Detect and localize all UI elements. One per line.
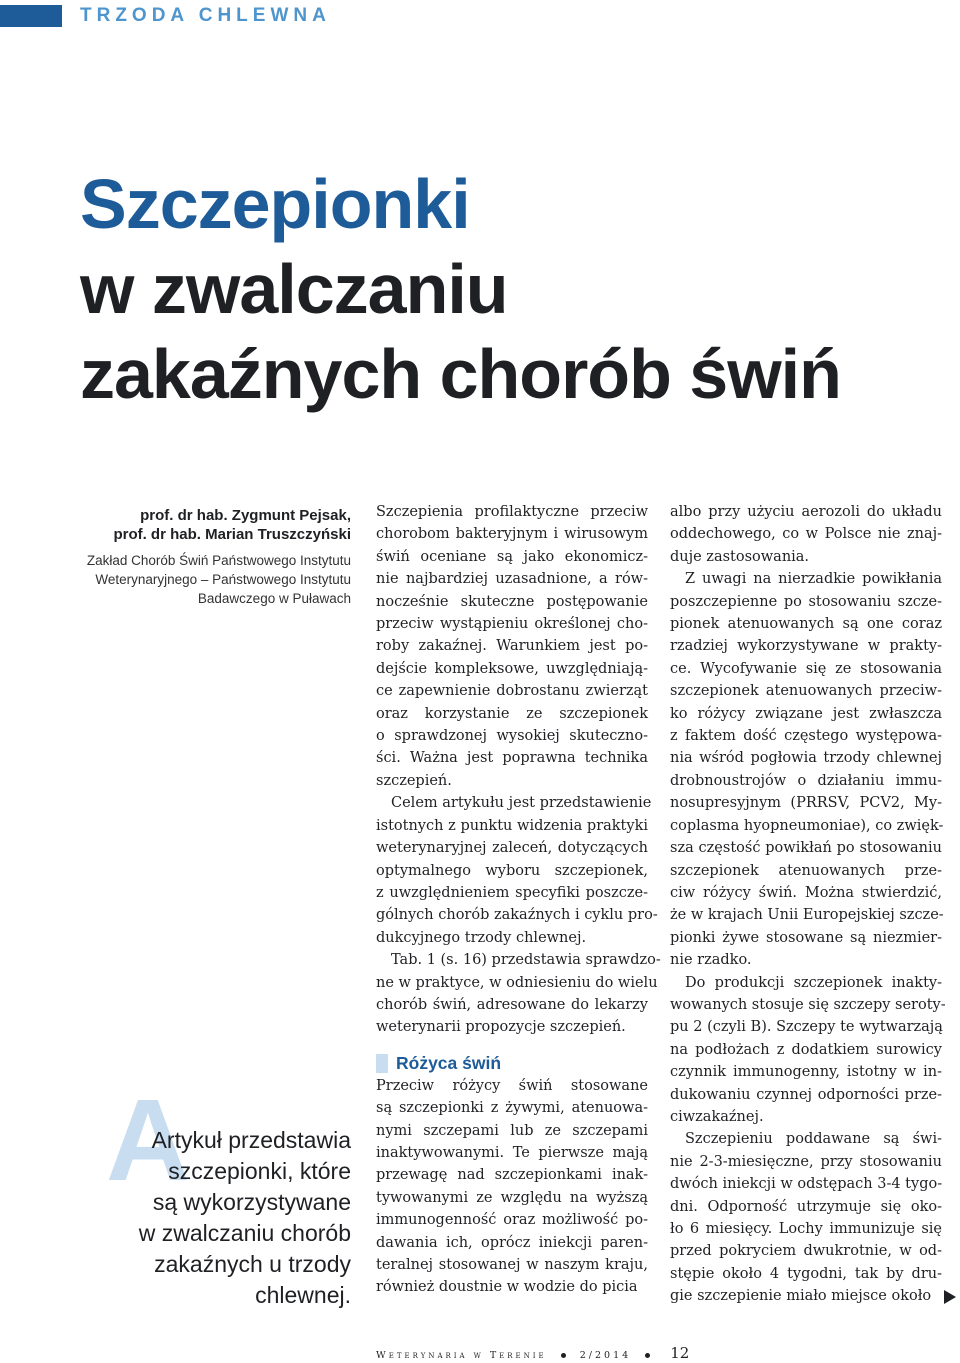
page-footer [376,1344,689,1362]
text-line: ści. Ważna jest poprawna technika [376,750,648,767]
text-column-1 [376,501,661,1299]
text-line: Celem artykułu jest przedstawienie [391,795,652,812]
text-line: czynnik immunogenny, istotny w in- [670,1064,942,1081]
lead-line: chlewnej. [255,1282,351,1308]
title-line-1: Szczepionki [80,165,470,243]
text-line: nia wśród pogłowia trzody chlewnej [670,750,942,767]
text-line: są szczepionki z żywymi, atenuowa- [376,1100,648,1117]
article-title [80,162,841,417]
page-number: 12 [670,1344,690,1362]
text-line: weterynarii propozycje szczepień. [376,1019,626,1036]
paragraph [376,949,661,1039]
affiliation-line: Badawczego w Puławach [197,591,351,606]
text-line: chorobom bakteryjnym i wirusowym [376,526,648,543]
text-line: ciwzakaźnej. [670,1108,764,1125]
paragraph [670,972,946,1129]
text-line: ko różycy związane jest zwłaszcza [670,705,942,722]
text-line: na podłożach z dodatkiem surowicy [670,1041,942,1058]
text-line: chorób świń, adresowane do lekarzy [376,996,648,1013]
text-line: gie szczepienie miało miejsce około [670,1288,932,1305]
text-line: rzadziej wykorzystywane w prakty- [670,638,942,655]
text-line: roby zakaźnej. Warunkiem jest po- [376,638,648,655]
section-heading: Różyca świń [376,1052,648,1075]
section-color-bar [0,5,62,27]
text-line: immunogenność oraz możliwość po- [376,1212,648,1229]
affiliation-line: Weterynaryjnego – Państwowego Instytutu [95,572,351,587]
issue-number: 2/2014 [579,1350,632,1361]
text-line: nosupresyjnym (PRRSV, PCV2, My- [670,795,942,812]
text-line: że w krajach Unii Europejskiej szcze- [670,907,944,924]
lead-line: w zwalczaniu chorób [138,1220,351,1246]
text-line: nymi szczepami lub ze szczepami [376,1122,648,1139]
separator-dot [561,1353,566,1358]
text-line: optymalnego wyboru szczepionek, [376,862,648,879]
text-line: ciw różycy świń. Można stwierdzić, [670,884,942,901]
text-line: świń oceniane są jako ekonomicz- [376,548,648,565]
text-line: weterynaryjnej zaleceń, dotyczących [376,840,648,857]
text-line: Szczepienia profilaktyczne przeciw [376,504,648,520]
text-line: tywowanymi ze względu na wyższą [376,1189,648,1206]
text-line: z uwzględnieniem specyfiki poszcze- [376,884,648,901]
text-line: przed pokryciem dwukrotnie, w od- [670,1243,942,1260]
text-line: z faktem dość częstego występowa- [670,728,942,745]
text-line: wowanych stosuje się szczepy seroty- [670,996,946,1013]
text-line: gólnych chorób zakaźnych i cyklu pro- [376,907,658,924]
text-line: szczepień. [376,772,452,789]
paragraph [376,1075,648,1299]
text-line: nie 2-3-miesięczne, przy stosowaniu [670,1153,942,1170]
text-line: drobnoustrojów o działaniu immu- [670,772,942,789]
text-line: dawania ich, oprócz iniekcji paren- [376,1234,648,1251]
text-column-2 [670,501,946,1308]
lead-line: zakaźnych u trzody [154,1251,351,1277]
text-line: ne w praktyce, w odniesieniu do wielu [376,974,658,991]
section-label: TRZODA CHLEWNA [80,5,331,26]
text-line: Szczepieniu poddawane są świ- [685,1131,942,1148]
text-line: duje zastosowania. [670,548,810,565]
paragraph [670,568,942,971]
paragraph [376,501,648,792]
text-line: inaktywowanymi. Te pierwsze mają [376,1144,648,1161]
text-line: teralnej stosowanej w naszym kraju, [376,1257,648,1273]
lead-line: szczepionki, które [168,1158,351,1184]
text-line: stępie około 4 tygodni, tak by dru- [670,1265,942,1282]
text-line: dukcyjnego trzody chlewnej. [376,929,587,946]
text-line: albo przy użyciu aerozoli do układu [670,504,942,520]
text-line: poszczepienne po stosowaniu szcze- [670,593,942,610]
text-line: coplasma hyopneumoniae), co zwięk- [670,817,944,834]
text-line: również doustnie w wodzie do picia [376,1279,638,1296]
text-line: o sprawdzonej wysokiej skuteczno- [376,728,648,745]
lead-dropcap: A [106,1075,190,1205]
affiliation-line: Zakład Chorób Świń Państwowego Instytutu [86,553,351,568]
lead-line: Artykuł przedstawia [151,1127,351,1153]
text-line: nocześnie skuteczne postępowanie [376,593,648,610]
text-line: przewagę nad szczepionkami inak- [376,1167,648,1184]
text-line: pionek atenuowanych są one coraz [670,616,942,633]
text-line: sza częstość powikłań po stosowaniu [670,840,942,857]
affiliation [31,551,351,608]
text-line: Z uwagi na nierzadkie powikłania [685,571,942,588]
title-line-2: w zwalczaniu [80,250,508,328]
text-line: szczepionek atenuowanych prze- [670,862,942,879]
author-1: prof. dr hab. Zygmunt Pejsak, [140,507,351,524]
paragraph [376,792,658,949]
continue-arrow-icon [944,1290,956,1304]
text-line: oddechowego, co w Polsce nie znaj- [670,526,942,543]
journal-name: Weterynaria w Terenie [376,1350,547,1361]
text-line: dwóch iniekcji w odstępach 3-4 tygo- [670,1176,943,1193]
author-2: prof. dr hab. Marian Truszczyński [113,526,351,543]
text-line: nie rzadko. [670,952,752,969]
text-line: pu 2 (czyli B). Szczepy te wytwarzają [670,1019,943,1036]
separator-dot [645,1353,650,1358]
paragraph [670,501,942,568]
text-line: istotnych z punktu widzenia praktyki [376,817,648,834]
paragraph [670,1128,942,1307]
text-line: Przeciw różycy świń stosowane [376,1077,648,1094]
text-line: dni. Odporność utrzymuje się oko- [670,1198,942,1215]
authors [51,506,351,544]
text-line: ce zapewnienie dobrostanu zwierząt [376,683,648,700]
text-line: pionki żywe stosowane są niezmier- [670,929,942,946]
text-line: dejście kompleksowe, uwzględniają- [376,660,648,677]
text-line: dukowaniu czynnej odporności prze- [670,1086,942,1103]
lead-line: są wykorzystywane [152,1189,351,1215]
lead-paragraph [91,1125,351,1311]
text-line: ło 6 miesięcy. Lochy immunizuje się [670,1221,942,1237]
text-line: Tab. 1 (s. 16) przedstawia sprawdzo- [391,952,661,969]
text-line: szczepionek atenuowanych przeciw- [670,683,942,700]
text-line: nie najbardziej uzasadnione, a rów- [376,571,648,588]
title-line-3: zakaźnych chorób świń [80,335,841,413]
text-line: przeciw wystąpieniu określonej cho- [376,616,648,633]
text-line: Do produkcji szczepionek inakty- [685,974,942,991]
text-line: ce. Wycofywanie się ze stosowania [670,660,942,677]
text-line: oraz korzystanie ze szczepionek [376,705,648,722]
